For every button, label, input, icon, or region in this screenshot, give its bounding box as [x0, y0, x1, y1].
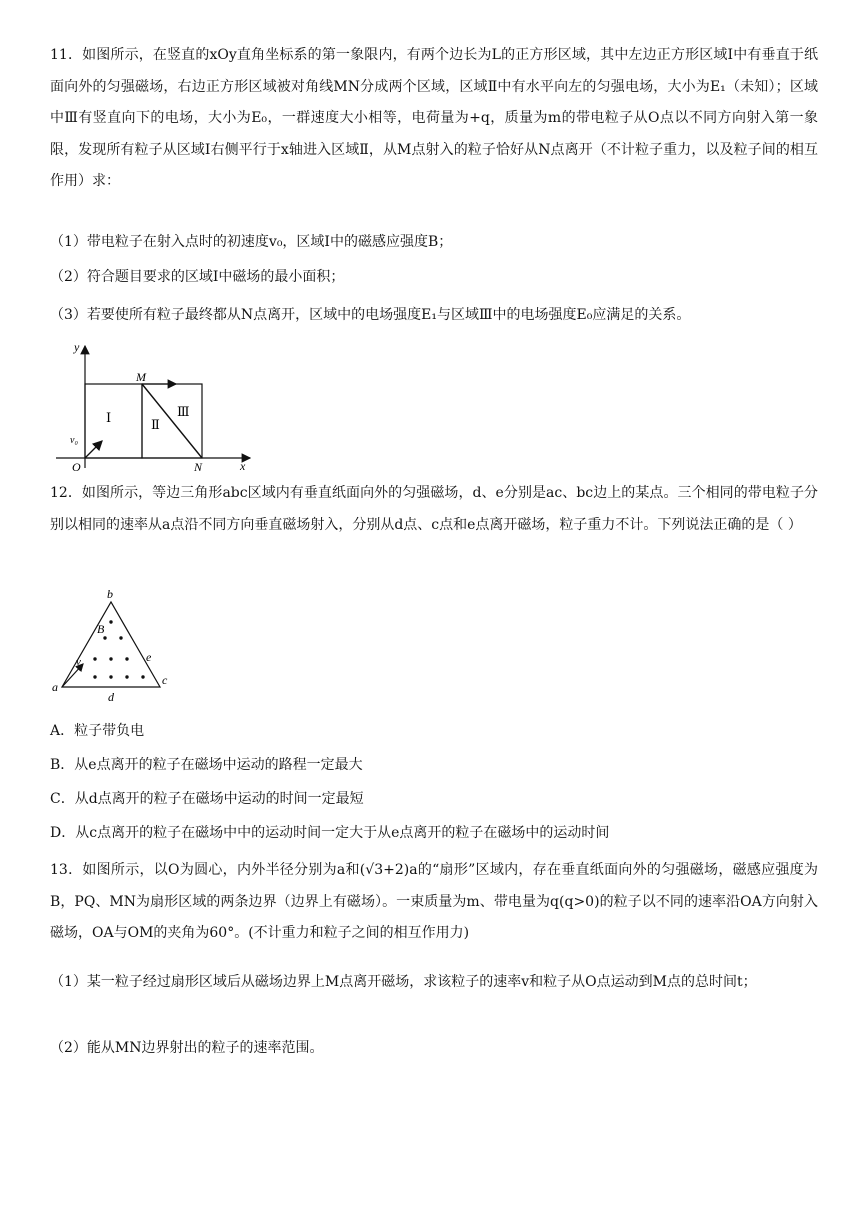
region-1-label: Ⅰ — [106, 410, 112, 425]
v-label: v — [76, 656, 81, 668]
q11-sub1: （1）带电粒子在射入点时的初速度v₀，区域Ⅰ中的磁感应强度B； — [50, 234, 453, 250]
x-label: x — [240, 459, 246, 473]
triangle-abc — [62, 602, 160, 687]
q12-stem: 12．如图所示，等边三角形abc区域内有垂直纸面向外的匀强磁场，d、e分别是ac、bc边上的某点。三个相同的带电粒子分别以相同的速率从a点沿不同方向垂直磁场射入，分别从d点、c点和e点离开磁场，粒子重力不计。下列说法正确的是（ ） — [50, 485, 818, 533]
b-label: b — [107, 587, 113, 601]
d-label: d — [108, 690, 114, 702]
q12-option-d: D．从c点离开的粒子在磁场中中的运动时间一定大于从e点离开的粒子在磁场中的运动时间 — [50, 825, 610, 841]
q11-stem: 11．如图所示，在竖直的xOy直角坐标系的第一象限内，有两个边长为L的正方形区域，其中左边正方形区域Ⅰ中有垂直于纸面向外的匀强磁场，右边正方形区域被对角线MN分成两个区域，区域Ⅱ中有水平向左的匀强电场，大小为E₁（未知）；区域中Ⅲ有竖直向下的电场，大小为E₀，一群速度大小相等，电荷量为+q，质量为m的带电粒子从O点以不同方向射入第一象限，发现所有粒子从区域Ⅰ右侧平行于x轴进入区域Ⅱ，从M点射入的粒子恰好从N点离开（不计粒子重力，以及粒子间的相互作用）求： — [50, 47, 818, 189]
q12-option-a: A．粒子带负电 — [50, 723, 145, 739]
q11-sub2: （2）符合题目要求的区域Ⅰ中磁场的最小面积； — [50, 269, 345, 285]
n-label: N — [194, 460, 203, 474]
region-2-label: Ⅱ — [151, 417, 160, 432]
y-label: y — [74, 340, 80, 354]
q12-figure — [50, 586, 180, 702]
region-1-box — [85, 384, 142, 458]
q11-figure — [50, 340, 260, 475]
q13-stem: 13．如图所示，以O为圆心，内外半径分别为a和(√3+2)a的“扇形”区域内，存在垂直纸面向外的匀强磁场，磁感应强度为B，PQ、MN为扇形区域的两条边界（边界上有磁场）。一束质量为m、带电量为q(q>0)的粒子以不同的速率沿OA方向射入磁场，OA与OM的夹角为60°。(不计重力和粒子之间的相互作用力) — [50, 862, 818, 941]
velocity-arrow — [85, 441, 102, 458]
q12-option-c: C．从d点离开的粒子在磁场中运动的时间一定最短 — [50, 791, 364, 807]
q12-option-b: B．从e点离开的粒子在磁场中运动的路程一定最大 — [50, 757, 363, 773]
q13-sub1: （1）某一粒子经过扇形区域后从磁场边界上M点离开磁场，求该粒子的速率v和粒子从O点运动到M点的总时间t； — [50, 974, 757, 990]
e-label: e — [146, 650, 152, 664]
q13-sub2: （2）能从MN边界射出的粒子的速率范围。 — [50, 1040, 324, 1056]
field-b-label: B — [97, 622, 105, 636]
a-label: a — [52, 680, 58, 694]
origin-label: O — [72, 460, 81, 474]
q11-sub3: （3）若要使所有粒子最终都从N点离开，区域中的电场强度E₁与区域Ⅲ中的电场强度E₀应满足的关系。 — [50, 307, 691, 323]
c-label: c — [162, 673, 168, 687]
m-label: M — [136, 370, 146, 384]
v0-label: v₀ — [70, 435, 78, 446]
region-3-label: Ⅲ — [177, 404, 190, 419]
